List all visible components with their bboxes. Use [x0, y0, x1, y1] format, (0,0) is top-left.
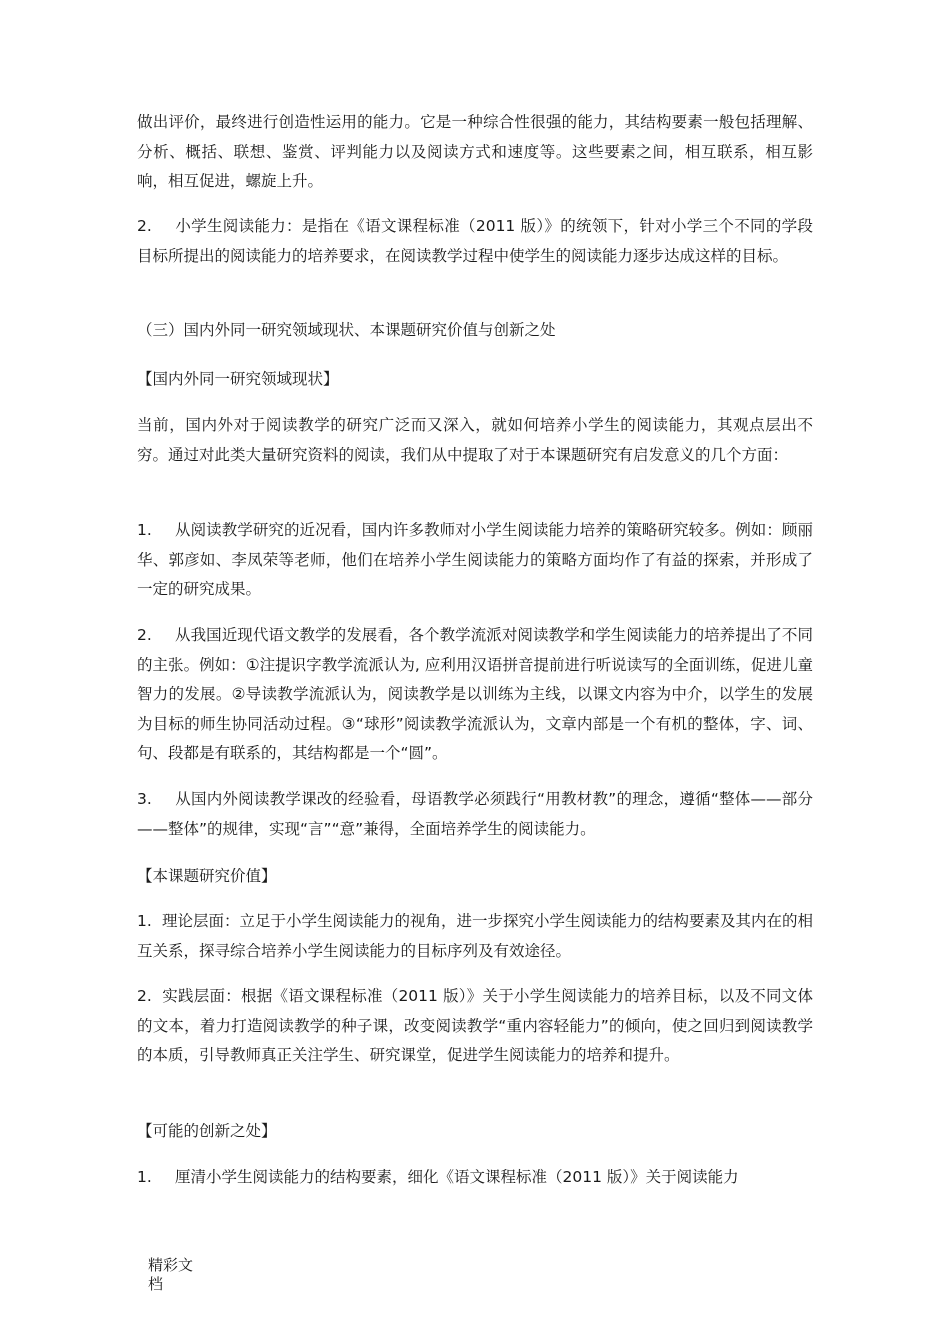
- footer-line-2: 档: [148, 1275, 164, 1293]
- subheading-research-status: 【国内外同一研究领域现状】: [137, 370, 339, 388]
- status-item-1: 1. 从阅读教学研究的近况看，国内许多教师对小学生阅读能力培养的策略研究较多。例如：顾丽华、郭彦如、李凤荣等老师，他们在培养小学生阅读能力的策略方面均作了有益的探索，并形成了一定的研究成果。: [137, 516, 813, 605]
- definition-item-2: 2. 小学生阅读能力：是指在《语文课程标准（2011 版）》的统领下，针对小学三个不同的学段目标所提出的阅读能力的培养要求，在阅读教学过程中使学生的阅读能力逐步达成这样的目标。: [137, 212, 813, 271]
- status-item-2: 2. 从我国近现代语文教学的发展看，各个教学流派对阅读教学和学生阅读能力的培养提出了不同的主张。例如：①注提识字教学流派认为, 应利用汉语拼音提前进行听说读写的全面训练，促进儿童智力的发展。②导读教学流派认为，阅读教学是以训练为主线，以课文内容为中介，以学生的发展为目标的师生协同活动过程。③“球形”阅读教学流派认为，文章内部是一个有机的整体，字、词、句、段都是有联系的，其结构都是一个“圆”。: [137, 621, 813, 769]
- item-number: 3.: [137, 790, 152, 808]
- item-number: 2.: [137, 987, 152, 1005]
- item-number: 1.: [137, 1168, 152, 1186]
- innovation-item-1: 1. 厘清小学生阅读能力的结构要素，细化《语文课程标准（2011 版）》关于阅读能力: [137, 1163, 813, 1193]
- section-heading: （三）国内外同一研究领域现状、本课题研究价值与创新之处: [137, 321, 556, 339]
- subheading-innovation: 【可能的创新之处】: [137, 1122, 277, 1140]
- subheading-research-value: 【本课题研究价值】: [137, 867, 277, 885]
- item-number: 1.: [137, 912, 152, 930]
- item-number: 2.: [137, 217, 152, 235]
- footer-line-1: 精彩文: [148, 1256, 194, 1274]
- item-number: 2.: [137, 626, 152, 644]
- intro-paragraph: 当前，国内外对于阅读教学的研究广泛而又深入，就如何培养小学生的阅读能力，其观点层出不穷。通过对此类大量研究资料的阅读，我们从中提取了对于本课题研究有启发意义的几个方面：: [137, 416, 813, 464]
- item-number: 1.: [137, 521, 152, 539]
- value-item-2: 2. 实践层面：根据《语文课程标准（2011 版）》关于小学生阅读能力的培养目标，以及不同文体的文本，着力打造阅读教学的种子课，改变阅读教学“重内容轻能力”的倾向，使之回归到阅读教学的本质，引导教师真正关注学生、研究课堂，促进学生阅读能力的培养和提升。: [137, 982, 813, 1071]
- paragraph-continuation: 做出评价，最终进行创造性运用的能力。它是一种综合性很强的能力，其结构要素一般包括理解、分析、概括、联想、鉴赏、评判能力以及阅读方式和速度等。这些要素之间，相互联系，相互影响，相互促进，螺旋上升。: [137, 113, 813, 190]
- status-item-3: 3. 从国内外阅读教学课改的经验看，母语教学必须践行“用教材教”的理念，遵循“整体——部分——整体”的规律，实现“言”“意”兼得，全面培养学生的阅读能力。: [137, 785, 813, 844]
- page-footer: [148, 1256, 208, 1294]
- value-item-1: 1. 理论层面：立足于小学生阅读能力的视角，进一步探究小学生阅读能力的结构要素及其内在的相互关系，探寻综合培养小学生阅读能力的目标序列及有效途径。: [137, 907, 813, 966]
